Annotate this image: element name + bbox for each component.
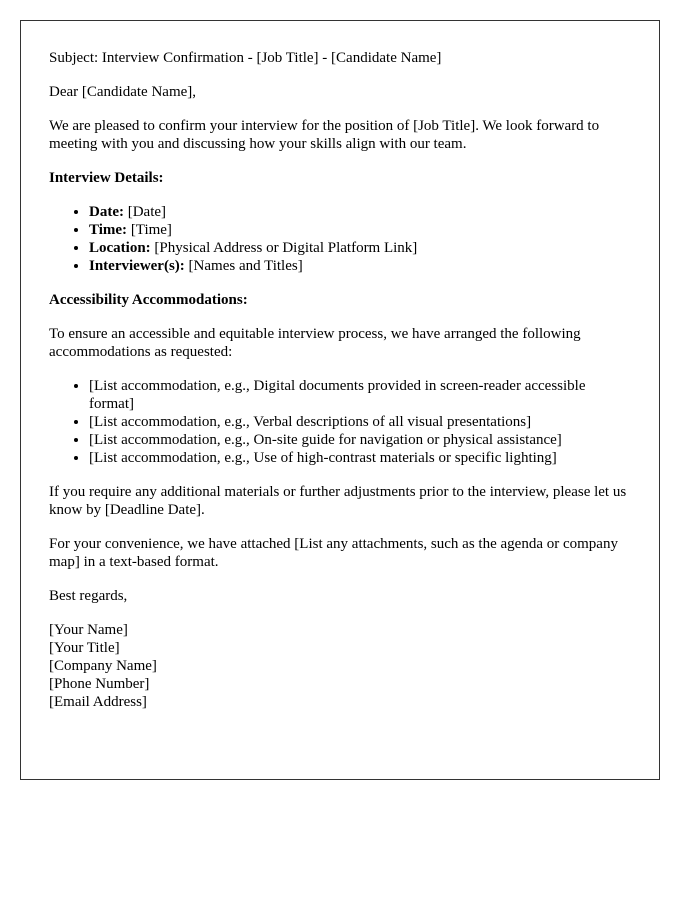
detail-value: [Date] [127, 204, 167, 220]
detail-label: Location: [89, 240, 151, 256]
greeting: Dear [Candidate Name], [49, 84, 197, 100]
accommodations-list [49, 377, 631, 467]
closing: Best regards, [49, 588, 128, 604]
intro-paragraph: We are pleased to confirm your interview for the position of [Job Title]. We look forward to meeting with you and discussing how your skills align with our team. [49, 118, 600, 152]
accommodation-item: • [List accommodation, e.g., Digital documents provided in screen-reader accessible format] [89, 377, 631, 413]
signature-company: [Company Name] [49, 658, 157, 674]
interview-details-heading: Interview Details: [49, 170, 164, 186]
detail-label: Date: [89, 204, 124, 220]
signature-title: [Your Title] [49, 640, 120, 656]
interview-details-list [49, 203, 631, 275]
detail-value: [Time] [130, 222, 172, 238]
attachments-paragraph: For your convenience, we have attached [List any attachments, such as the agenda or company map] in a text-based format. [49, 536, 618, 570]
detail-label: Time: [89, 222, 128, 238]
detail-value: [Physical Address or Digital Platform Link] [154, 240, 418, 256]
accommodations-heading: Accessibility Accommodations: [49, 292, 248, 308]
letter-document [20, 20, 660, 780]
signature-email: [Email Address] [49, 694, 147, 710]
detail-item-location [89, 239, 631, 257]
signature-block [49, 621, 631, 711]
detail-item-date [89, 203, 631, 221]
detail-item-interviewers [89, 257, 631, 275]
accommodation-item: • [List accommodation, e.g., On-site guide for navigation or physical assistance] [89, 431, 631, 449]
additional-request-paragraph: If you require any additional materials or further adjustments prior to the interview, please let us know by [Deadline Date]. [49, 484, 627, 518]
signature-name: [Your Name] [49, 622, 128, 638]
accommodation-item: • [List accommodation, e.g., Verbal descriptions of all visual presentations] [89, 413, 631, 431]
detail-value: [Names and Titles] [188, 258, 303, 274]
accommodations-intro: To ensure an accessible and equitable interview process, we have arranged the following accommodations as requested: [49, 326, 581, 360]
subject-line: Subject: Interview Confirmation - [Job Title] - [Candidate Name] [49, 50, 442, 66]
detail-item-time [89, 221, 631, 239]
accommodation-item: • [List accommodation, e.g., Use of high-contrast materials or specific lighting] [89, 449, 631, 467]
signature-phone: [Phone Number] [49, 676, 150, 692]
detail-label: Interviewer(s): [89, 258, 185, 274]
